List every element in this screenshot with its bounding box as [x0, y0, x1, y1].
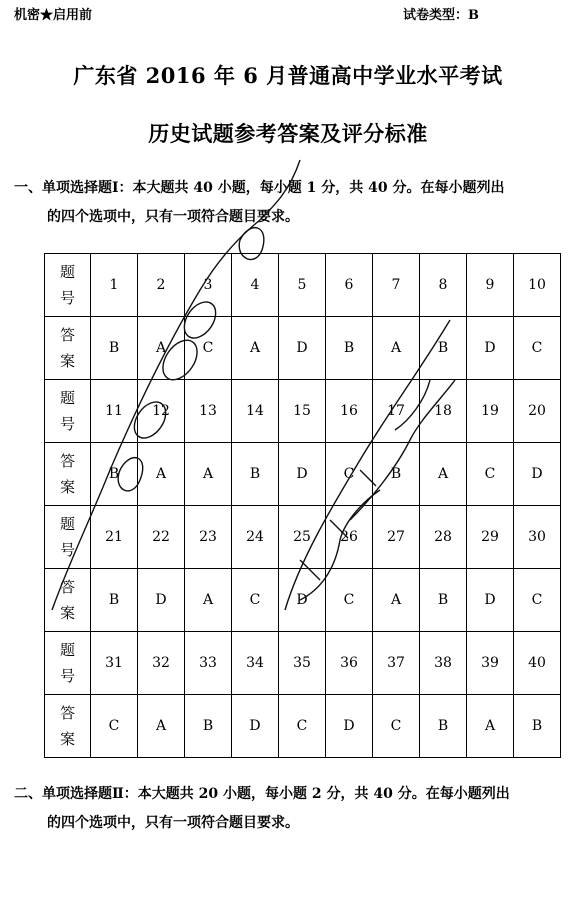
answer-row [45, 443, 561, 506]
question-number-cell: 38 [420, 632, 467, 695]
answer-cell: B [420, 695, 467, 758]
question-number-cell: 10 [514, 254, 561, 317]
answer-row [45, 569, 561, 632]
question-number-cell: 5 [279, 254, 326, 317]
answer-cell: B [232, 443, 279, 506]
question-number-label: 题 号 [45, 506, 91, 569]
question-number-row [45, 380, 561, 443]
answer-cell: D [279, 569, 326, 632]
question-number-cell: 19 [467, 380, 514, 443]
answer-cell: D [138, 569, 185, 632]
answer-cell: D [279, 443, 326, 506]
answer-cell: B [514, 695, 561, 758]
question-number-cell: 11 [91, 380, 138, 443]
question-number-row [45, 506, 561, 569]
question-number-cell: 23 [185, 506, 232, 569]
section-1-line-1: 一、单项选择题Ⅰ：本大题共 40 小题，每小题 1 分，共 40 分。在每小题列出 [14, 180, 505, 196]
question-number-cell: 33 [185, 632, 232, 695]
answer-label: 答 案 [45, 317, 91, 380]
question-number-cell: 4 [232, 254, 279, 317]
section-2-line-2: 的四个选项中，只有一项符合题目要求。 [47, 815, 299, 831]
answer-cell: D [467, 317, 514, 380]
answer-cell: A [138, 443, 185, 506]
answer-label: 答 案 [45, 569, 91, 632]
question-number-cell: 29 [467, 506, 514, 569]
answer-cell: C [326, 443, 373, 506]
question-number-cell: 34 [232, 632, 279, 695]
question-number-cell: 1 [91, 254, 138, 317]
answer-cell: C [467, 443, 514, 506]
answer-cell: C [326, 569, 373, 632]
section-1-line-2: 的四个选项中，只有一项符合题目要求。 [47, 209, 299, 225]
answer-cell: B [185, 695, 232, 758]
document-title: 广东省 2016 年 6 月普通高中学业水平考试 [73, 63, 503, 88]
answer-cell: B [420, 317, 467, 380]
answer-row [45, 695, 561, 758]
answer-cell: C [514, 569, 561, 632]
answer-cell: B [326, 317, 373, 380]
question-number-cell: 3 [185, 254, 232, 317]
question-number-cell: 35 [279, 632, 326, 695]
answer-cell: A [138, 317, 185, 380]
section-2-instructions [14, 780, 566, 838]
answer-cell: C [232, 569, 279, 632]
answer-cell: B [373, 443, 420, 506]
answer-cell: C [91, 695, 138, 758]
question-number-row [45, 632, 561, 695]
question-number-cell: 20 [514, 380, 561, 443]
question-number-cell: 15 [279, 380, 326, 443]
question-number-cell: 27 [373, 506, 420, 569]
answer-cell: B [91, 443, 138, 506]
question-number-row [45, 254, 561, 317]
answer-label: 答 案 [45, 443, 91, 506]
question-number-cell: 25 [279, 506, 326, 569]
answer-cell: B [420, 569, 467, 632]
question-number-cell: 17 [373, 380, 420, 443]
answer-cell: D [514, 443, 561, 506]
question-number-cell: 21 [91, 506, 138, 569]
question-number-cell: 8 [420, 254, 467, 317]
answer-cell: A [373, 569, 420, 632]
answer-label: 答 案 [45, 695, 91, 758]
question-number-cell: 37 [373, 632, 420, 695]
question-number-cell: 16 [326, 380, 373, 443]
question-number-label: 题 号 [45, 254, 91, 317]
answer-cell: A [467, 695, 514, 758]
paper-type-label: 试卷类型：B [403, 8, 479, 23]
question-number-cell: 36 [326, 632, 373, 695]
question-number-cell: 26 [326, 506, 373, 569]
question-number-cell: 31 [91, 632, 138, 695]
question-number-cell: 14 [232, 380, 279, 443]
answer-row [45, 317, 561, 380]
question-number-cell: 22 [138, 506, 185, 569]
question-number-cell: 7 [373, 254, 420, 317]
question-number-cell: 2 [138, 254, 185, 317]
question-number-cell: 12 [138, 380, 185, 443]
section-1-instructions [14, 174, 566, 232]
question-number-cell: 18 [420, 380, 467, 443]
question-number-label: 题 号 [45, 380, 91, 443]
answer-cell: C [185, 317, 232, 380]
question-number-cell: 30 [514, 506, 561, 569]
question-number-cell: 28 [420, 506, 467, 569]
answer-cell: D [232, 695, 279, 758]
answer-cell: C [514, 317, 561, 380]
section-2-line-1: 二、单项选择题Ⅱ：本大题共 20 小题，每小题 2 分，共 40 分。在每小题列出 [14, 786, 510, 802]
answer-cell: C [279, 695, 326, 758]
question-number-cell: 9 [467, 254, 514, 317]
answer-cell: A [420, 443, 467, 506]
answer-cell: D [326, 695, 373, 758]
question-number-cell: 6 [326, 254, 373, 317]
answer-table [44, 253, 561, 758]
question-number-cell: 32 [138, 632, 185, 695]
answer-cell: B [91, 317, 138, 380]
question-number-cell: 13 [185, 380, 232, 443]
answer-cell: B [91, 569, 138, 632]
answer-cell: A [185, 569, 232, 632]
answer-cell: A [232, 317, 279, 380]
answer-cell: D [467, 569, 514, 632]
confidential-label: 机密★启用前 [14, 8, 93, 23]
answer-cell: C [373, 695, 420, 758]
question-number-cell: 39 [467, 632, 514, 695]
question-number-cell: 40 [514, 632, 561, 695]
answer-cell: D [279, 317, 326, 380]
answer-cell: A [138, 695, 185, 758]
document-subtitle: 历史试题参考答案及评分标准 [148, 121, 428, 146]
question-number-label: 题 号 [45, 632, 91, 695]
answer-cell: A [185, 443, 232, 506]
question-number-cell: 24 [232, 506, 279, 569]
answer-cell: A [373, 317, 420, 380]
